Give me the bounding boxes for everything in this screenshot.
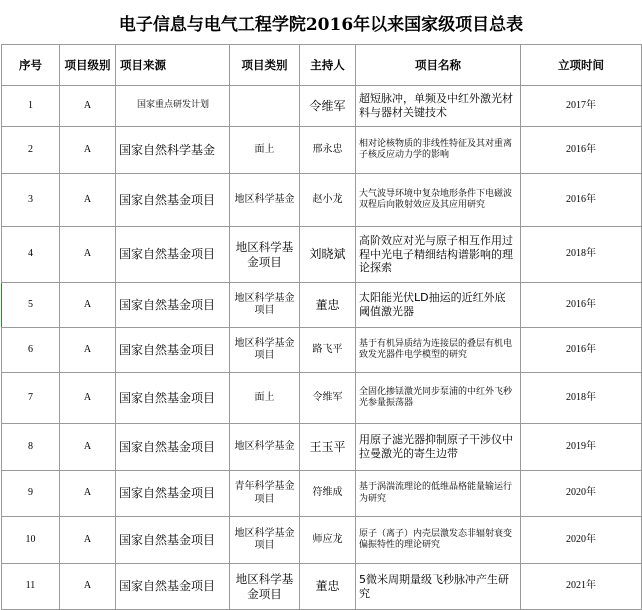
cell-level[interactable]: A xyxy=(60,227,116,283)
cell-type[interactable]: 面上 xyxy=(230,127,300,174)
table-row xyxy=(2,174,642,227)
cell-level[interactable]: A xyxy=(60,283,116,328)
cell-year[interactable]: 2017年 xyxy=(521,86,642,127)
cell-name[interactable]: 基于有机异质结为连接层的叠层有机电致发光器件电学模型的研究 xyxy=(356,328,521,373)
cell-year[interactable]: 2016年 xyxy=(521,174,642,227)
cell-no[interactable]: 2 xyxy=(2,127,60,174)
cell-type[interactable] xyxy=(230,86,300,127)
cell-year[interactable]: 2016年 xyxy=(521,127,642,174)
cell-source[interactable]: 国家自然基金项目 xyxy=(116,564,230,610)
header-source[interactable]: 项目来源 xyxy=(116,45,230,86)
cell-no[interactable]: 1 xyxy=(2,86,60,127)
header-row xyxy=(2,45,642,86)
cell-year[interactable]: 2018年 xyxy=(521,227,642,283)
cell-type[interactable]: 地区科学基金项目 xyxy=(230,328,300,373)
header-type[interactable]: 项目类别 xyxy=(230,45,300,86)
cell-host[interactable]: 符维成 xyxy=(300,471,356,517)
cell-level[interactable]: A xyxy=(60,517,116,564)
cell-level[interactable]: A xyxy=(60,328,116,373)
cell-year[interactable]: 2016年 xyxy=(521,283,642,328)
cell-name[interactable]: 全固化掺铥激光同步泵浦的中红外飞秒光参量振荡器 xyxy=(356,373,521,424)
cell-host[interactable]: 师应龙 xyxy=(300,517,356,564)
cell-name[interactable]: 太阳能光伏LD抽运的近红外底阈值激光器 xyxy=(356,283,521,328)
cell-year[interactable]: 2021年 xyxy=(521,564,642,610)
cell-level[interactable]: A xyxy=(60,424,116,471)
cell-source[interactable]: 国家自然基金项目 xyxy=(116,424,230,471)
cell-type[interactable]: 地区科学基金项目 xyxy=(230,283,300,328)
cell-host[interactable]: 路飞平 xyxy=(300,328,356,373)
table-row xyxy=(2,283,642,328)
cell-no[interactable]: 7 xyxy=(2,373,60,424)
cell-source[interactable]: 国家自然基金项目 xyxy=(116,471,230,517)
projects-table xyxy=(1,44,642,610)
cell-year[interactable]: 2016年 xyxy=(521,328,642,373)
cell-year[interactable]: 2019年 xyxy=(521,424,642,471)
table-row xyxy=(2,127,642,174)
table-row xyxy=(2,564,642,610)
cell-level[interactable]: A xyxy=(60,373,116,424)
cell-no[interactable]: 11 xyxy=(2,564,60,610)
page-title: 电子信息与电气工程学院2016年以来国家级项目总表 xyxy=(118,14,524,35)
cell-host[interactable]: 王玉平 xyxy=(300,424,356,471)
cell-type[interactable]: 地区科学基金项目 xyxy=(230,227,300,283)
cell-host[interactable]: 邢永忠 xyxy=(300,127,356,174)
cell-name[interactable]: 高阶效应对光与原子相互作用过程中光电子精细结构谱影响的理论探索 xyxy=(356,227,521,283)
cell-type[interactable]: 地区科学基金 xyxy=(230,424,300,471)
table-row xyxy=(2,328,642,373)
cell-level[interactable]: A xyxy=(60,127,116,174)
table-row xyxy=(2,86,642,127)
cell-type[interactable]: 地区科学基金 xyxy=(230,174,300,227)
cell-level[interactable]: A xyxy=(60,174,116,227)
cell-no[interactable]: 4 xyxy=(2,227,60,283)
header-host[interactable]: 主持人 xyxy=(300,45,356,86)
cell-host[interactable]: 令维军 xyxy=(300,86,356,127)
cell-source[interactable]: 国家自然基金项目 xyxy=(116,517,230,564)
header-year[interactable]: 立项时间 xyxy=(521,45,642,86)
table-row xyxy=(2,517,642,564)
cell-type[interactable]: 面上 xyxy=(230,373,300,424)
cell-year[interactable]: 2020年 xyxy=(521,517,642,564)
cell-source[interactable]: 国家自然基金项目 xyxy=(116,174,230,227)
cell-source[interactable]: 国家自然科学基金 xyxy=(116,127,230,174)
cell-year[interactable]: 2018年 xyxy=(521,373,642,424)
table-row xyxy=(2,471,642,517)
cell-host[interactable]: 赵小龙 xyxy=(300,174,356,227)
header-no[interactable]: 序号 xyxy=(2,45,60,86)
cell-source[interactable]: 国家自然基金项目 xyxy=(116,328,230,373)
cell-name[interactable]: 超短脉冲，单频及中红外激光材料与器材关键技术 xyxy=(356,86,521,127)
table-row xyxy=(2,373,642,424)
cell-name[interactable]: 大气波导环境中复杂地形条件下电磁波双程后向散射效应及其应用研究 xyxy=(356,174,521,227)
cell-no[interactable]: 3 xyxy=(2,174,60,227)
cell-source[interactable]: 国家自然基金项目 xyxy=(116,283,230,328)
cell-no[interactable]: 5 xyxy=(2,283,60,328)
cell-host[interactable]: 刘晓斌 xyxy=(300,227,356,283)
cell-name[interactable]: 基于涡湍流理论的低维晶格能量输运行为研究 xyxy=(356,471,521,517)
cell-no[interactable]: 6 xyxy=(2,328,60,373)
table-row xyxy=(2,227,642,283)
cell-host[interactable]: 令维军 xyxy=(300,373,356,424)
cell-name[interactable]: 用原子滤光器抑制原子干涉仪中拉曼激光的寄生边带 xyxy=(356,424,521,471)
cell-type[interactable]: 地区科学基金项目 xyxy=(230,517,300,564)
cell-source[interactable]: 国家自然基金项目 xyxy=(116,373,230,424)
cell-no[interactable]: 10 xyxy=(2,517,60,564)
cell-host[interactable]: 董忠 xyxy=(300,283,356,328)
cell-level[interactable]: A xyxy=(60,564,116,610)
cell-source[interactable]: 国家自然基金项目 xyxy=(116,227,230,283)
table-row xyxy=(2,424,642,471)
cell-no[interactable]: 8 xyxy=(2,424,60,471)
cell-type[interactable]: 地区科学基金项目 xyxy=(230,564,300,610)
cell-level[interactable]: A xyxy=(60,471,116,517)
cell-name[interactable]: 相对论核物质的非线性特征及其对重离子核反应动力学的影响 xyxy=(356,127,521,174)
cell-no[interactable]: 9 xyxy=(2,471,60,517)
cell-year[interactable]: 2020年 xyxy=(521,471,642,517)
header-name[interactable]: 项目名称 xyxy=(356,45,521,86)
cell-level[interactable]: A xyxy=(60,86,116,127)
cell-type[interactable]: 青年科学基金项目 xyxy=(230,471,300,517)
header-level[interactable]: 项目级别 xyxy=(60,45,116,86)
cell-host[interactable]: 董忠 xyxy=(300,564,356,610)
cell-source[interactable]: 国家重点研发计划 xyxy=(116,86,230,127)
cell-name[interactable]: 原子（离子）内壳层激发态非辐射衰变偏振特性的理论研究 xyxy=(356,517,521,564)
cell-name[interactable]: 5微米周期量级飞秒脉冲产生研究 xyxy=(356,564,521,610)
